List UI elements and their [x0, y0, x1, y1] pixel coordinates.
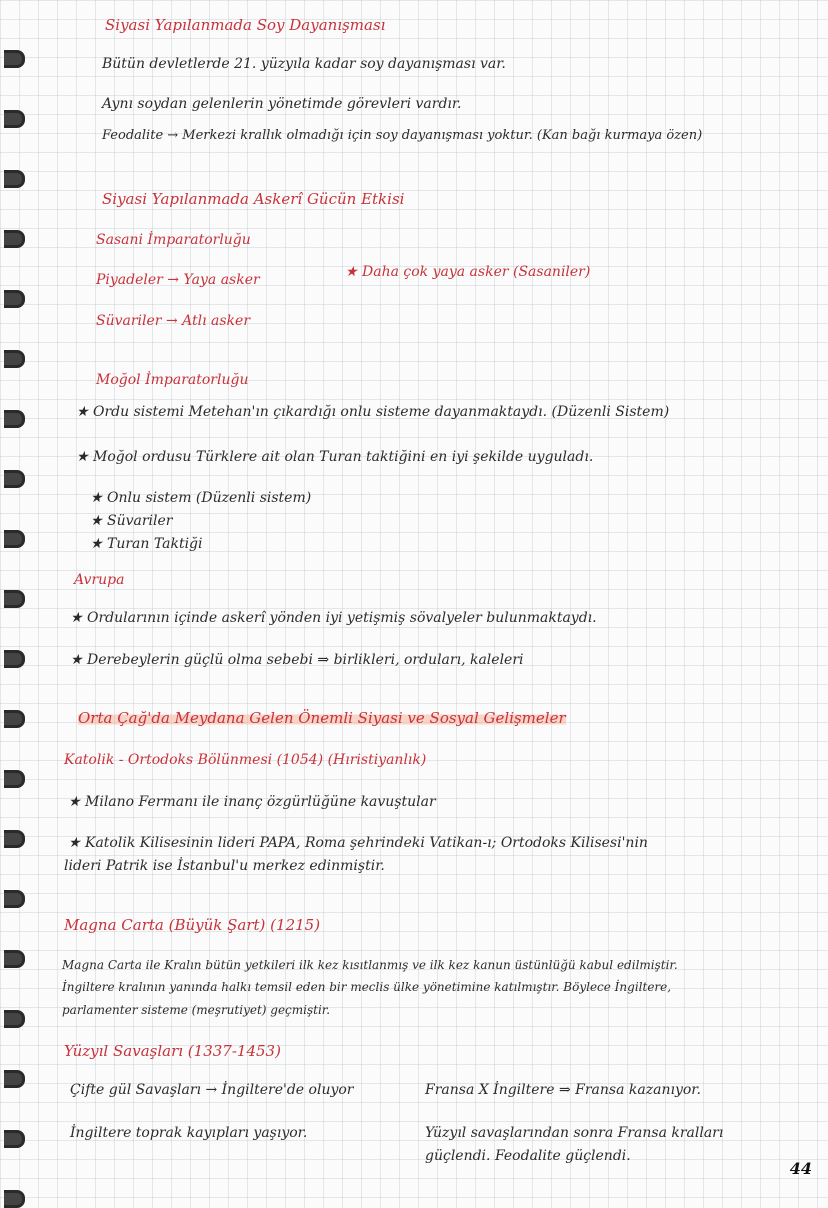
- spiral-ring: [4, 170, 25, 188]
- heading-soy-dayanismasi: Siyasi Yapılanmada Soy Dayanışması: [105, 16, 386, 34]
- spiral-ring: [4, 50, 25, 68]
- note-line: ★ Daha çok yaya asker (Sasaniler): [345, 264, 591, 280]
- note-line: Fransa X İngiltere ⇒ Fransa kazanıyor.: [425, 1082, 701, 1098]
- note-line: ★ Katolik Kilisesinin lideri PAPA, Roma şehrindeki Vatikan-ı; Ortodoks Kilisesi'nin: [68, 835, 648, 851]
- note-line: Aynı soydan gelenlerin yönetimde görevleri vardır.: [102, 96, 462, 112]
- spiral-ring: [4, 230, 25, 248]
- note-line: ★ Milano Fermanı ile inanç özgürlüğüne kavuştular: [68, 794, 436, 810]
- note-line: parlamenter sisteme (meşrutiyet) geçmiştir.: [62, 1003, 331, 1017]
- spiral-ring: [4, 590, 25, 608]
- note-line: ★ Ordularının içinde askerî yönden iyi yetişmiş sövalyeler bulunmaktaydı.: [70, 610, 597, 626]
- spiral-ring: [4, 830, 25, 848]
- note-line: ★ Moğol ordusu Türklere ait olan Turan taktiğini en iyi şekilde uyguladı.: [76, 449, 594, 465]
- note-line: Bütün devletlerde 21. yüzyıla kadar soy dayanışması var.: [102, 56, 506, 72]
- note-line: güçlendi. Feodalite güçlendi.: [425, 1148, 631, 1164]
- spiral-ring: [4, 410, 25, 428]
- spiral-ring: [4, 770, 25, 788]
- spiral-ring: [4, 110, 25, 128]
- spiral-ring: [4, 350, 25, 368]
- subheading-mogol: Moğol İmparatorluğu: [96, 372, 249, 388]
- note-line: ★ Ordu sistemi Metehan'ın çıkardığı onlu sisteme dayanmaktaydı. (Düzenli Sistem): [76, 404, 670, 420]
- subheading-sasani: Sasani İmparatorluğu: [96, 232, 251, 248]
- heading-orta-cag: [78, 709, 566, 727]
- spiral-ring: [4, 710, 25, 728]
- heading-yuzyil-savaslari: Yüzyıl Savaşları (1337-1453): [64, 1042, 281, 1060]
- highlighted-heading: Orta Çağ'da Meydana Gelen Önemli Siyasi ve Sosyal Gelişmeler: [78, 709, 566, 727]
- note-line: Yüzyıl savaşlarından sonra Fransa kralları: [425, 1125, 724, 1141]
- note-line: Süvariler → Atlı asker: [96, 313, 251, 329]
- note-line: ★ Turan Taktiği: [90, 536, 203, 552]
- spiral-ring: [4, 470, 25, 488]
- spiral-ring: [4, 1190, 25, 1208]
- spiral-binding: [0, 0, 30, 1184]
- page-number: 44: [789, 1159, 812, 1178]
- heading-askeri-guc: Siyasi Yapılanmada Askerî Gücün Etkisi: [102, 190, 405, 208]
- spiral-ring: [4, 290, 25, 308]
- spiral-ring: [4, 950, 25, 968]
- note-line: Feodalite → Merkezi krallık olmadığı için soy dayanışması yoktur. (Kan bağı kurmaya özen): [102, 128, 703, 143]
- spiral-ring: [4, 890, 25, 908]
- spiral-ring: [4, 1130, 25, 1148]
- note-line: İngiltere kralının yanında halkı temsil eden bir meclis ülke yönetimine katılmıştır. Böylece İngiltere,: [62, 980, 672, 994]
- note-line: Çifte gül Savaşları → İngiltere'de oluyor: [70, 1082, 354, 1098]
- note-line: ★ Derebeylerin güçlü olma sebebi ⇒ birlikleri, orduları, kaleleri: [70, 652, 524, 668]
- subheading-avrupa: Avrupa: [74, 572, 125, 588]
- spiral-ring: [4, 650, 25, 668]
- spiral-ring: [4, 530, 25, 548]
- note-line: Piyadeler → Yaya asker: [96, 272, 260, 288]
- note-line: lideri Patrik ise İstanbul'u merkez edinmiştir.: [64, 858, 385, 874]
- note-line: İngiltere toprak kayıpları yaşıyor.: [70, 1125, 308, 1141]
- heading-magna-carta: Magna Carta (Büyük Şart) (1215): [64, 916, 321, 934]
- note-line: Magna Carta ile Kralın bütün yetkileri ilk kez kısıtlanmış ve ilk kez kanun üstünlüğü kabul edilmiştir.: [62, 958, 678, 972]
- heading-katolik-ortodoks: Katolik - Ortodoks Bölünmesi (1054) (Hıristiyanlık): [64, 752, 427, 768]
- note-line: ★ Onlu sistem (Düzenli sistem): [90, 490, 312, 506]
- note-line: ★ Süvariler: [90, 513, 173, 529]
- spiral-ring: [4, 1070, 25, 1088]
- spiral-ring: [4, 1010, 25, 1028]
